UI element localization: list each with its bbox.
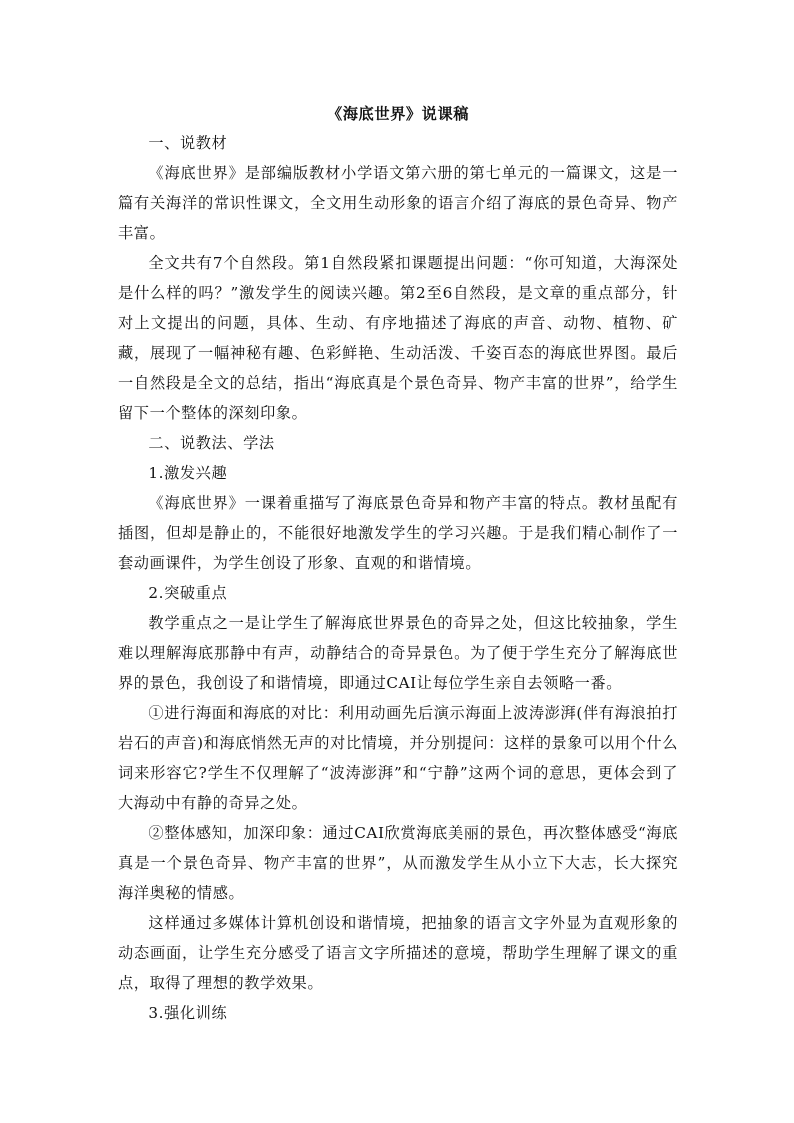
paragraph-overall-perception: ②整体感知，加深印象：通过CAI欣赏海底美丽的景色，再次整体感受“海底真是一个景色奇异、物产丰富的世界”，从而激发学生从小立下大志，长大探究海洋奥秘的情感。: [118, 824, 678, 902]
subheading-training: 3.强化训练: [148, 1004, 228, 1022]
paragraph-textbook-intro: 《海底世界》是部编版教材小学语文第六册的第七单元的一篇课文，这是一篇有关海洋的常识性课文，全文用生动形象的语言介绍了海底的景色奇异、物产丰富。: [118, 164, 678, 242]
paragraph-key-points: 教学重点之一是让学生了解海底世界景色的奇异之处，但这比较抽象，学生难以理解海底那静中有声，动静结合的奇异景色。为了便于学生充分了解海底世界的景色，我创设了和谐情境，即通过CAI让每位学生亲自去领略一番。: [118, 614, 678, 692]
subheading-key-points: 2.突破重点: [148, 584, 228, 602]
section-heading-methods: 二、说教法、学法: [148, 434, 275, 452]
paragraph-multimedia-summary: 这样通过多媒体计算机创设和谐情境，把抽象的语言文字外显为直观形象的动态画面，让学生充分感受了语言文字所描述的意境，帮助学生理解了课文的重点，取得了理想的教学效果。: [118, 914, 678, 992]
subheading-interest: 1.激发兴趣: [148, 464, 228, 482]
section-heading-textbook: 一、说教材: [148, 134, 228, 152]
document-title: 《海底世界》说课稿: [326, 105, 470, 123]
paragraph-textbook-structure: 全文共有7个自然段。第1自然段紧扣课题提出问题：“你可知道，大海深处是什么样的吗？”激发学生的阅读兴趣。第2至6自然段，是文章的重点部分，针对上文提出的问题，具体、生动、有序地描述了海底的声音、动物、植物、矿藏，展现了一幅神秘有趣、色彩鲜艳、生动活泼、千姿百态的海底世界图。最后一自然段是全文的总结，指出“海底真是个景色奇异、物产丰富的世界”，给学生留下一个整体的深刻印象。: [118, 254, 678, 422]
paragraph-interest: 《海底世界》一课着重描写了海底景色奇异和物产丰富的特点。教材虽配有插图，但却是静止的，不能很好地激发学生的学习兴趣。于是我们精心制作了一套动画课件，为学生创设了形象、直观的和谐情境。: [118, 494, 678, 572]
document-body: [118, 100, 678, 1028]
paragraph-contrast: ①进行海面和海底的对比：利用动画先后演示海面上波涛澎湃(伴有海浪拍打岩石的声音)和海底悄然无声的对比情境，并分别提问：这样的景象可以用个什么词来形容它?学生不仅理解了“波涛澎湃”和“宁静”这两个词的意思，更体会到了大海动中有静的奇异之处。: [118, 704, 678, 812]
